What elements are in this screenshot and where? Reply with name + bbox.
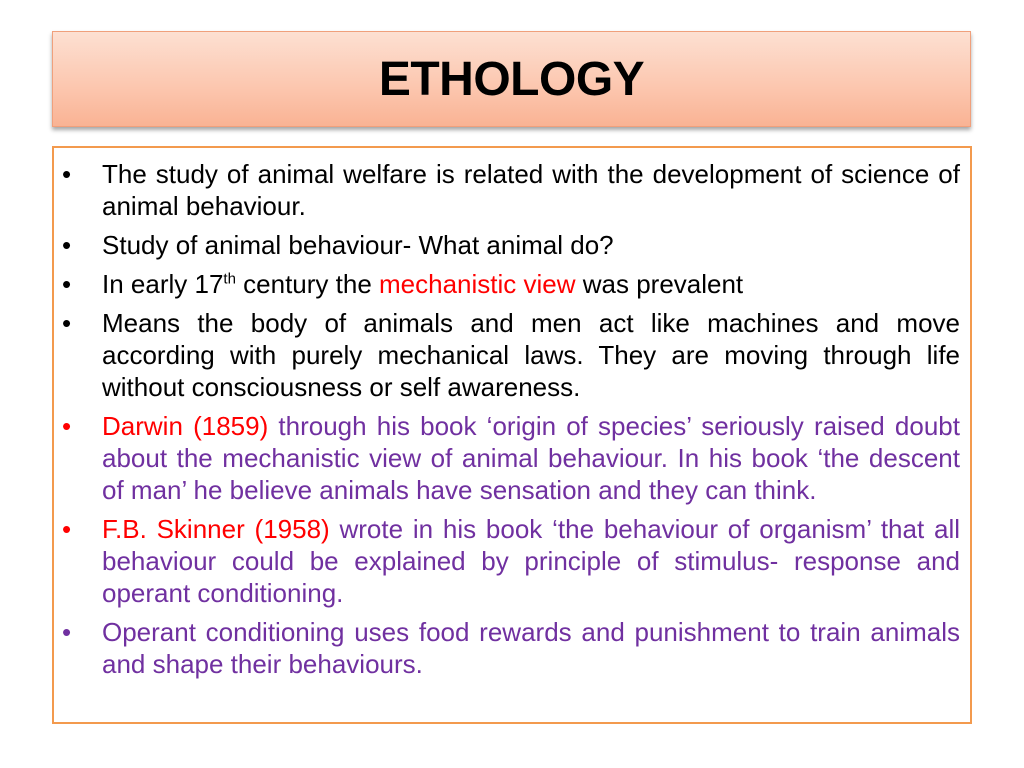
bullet-dot: •	[62, 269, 72, 299]
bullet-item	[54, 158, 960, 222]
highlight-mechanistic-view: mechanistic view	[379, 269, 576, 299]
bullet-dot: •	[62, 514, 72, 544]
bullet-dot: •	[62, 230, 72, 260]
bullet-text-pre: In early 17	[102, 269, 224, 299]
slide-title: ETHOLOGY	[378, 52, 645, 106]
bullet-item	[54, 229, 960, 261]
bullet-item	[54, 410, 960, 506]
bullet-text: Study of animal behaviour- What animal do?	[102, 230, 614, 260]
bullet-item	[54, 307, 960, 403]
bullet-item	[54, 513, 960, 609]
bullet-text: The study of animal welfare is related with the development of science of animal behaviour.	[102, 159, 960, 221]
bullet-lead-darwin: Darwin (1859)	[102, 411, 269, 441]
bullet-dot: •	[62, 617, 72, 647]
bullet-list	[54, 158, 960, 680]
bullet-dot: •	[62, 308, 72, 338]
slide-content-box	[52, 146, 972, 724]
slide-title-box	[52, 31, 971, 127]
bullet-text: wrote in his book ‘the behaviour of organism’ that all behaviour could be explained by principle of stimulus- response and operant conditioning.	[102, 514, 960, 608]
bullet-text: through his book ‘origin of species’ seriously raised doubt about the mechanistic view of animal behaviour. In his book ‘the descent of man’ he believe animals have sensation and they can think.	[102, 411, 960, 505]
bullet-text-post: was prevalent	[575, 269, 744, 299]
bullet-dot: •	[62, 159, 72, 189]
bullet-text-mid: century the	[235, 269, 379, 299]
bullet-text: Operant conditioning uses food rewards and punishment to train animals and shape their behaviours.	[102, 617, 960, 679]
bullet-lead-skinner: F.B. Skinner (1958)	[102, 514, 330, 544]
bullet-dot: •	[62, 411, 72, 441]
bullet-text: Means the body of animals and men act like machines and move according with purely mechanical laws. They are moving through life without consciousness or self awareness.	[102, 308, 960, 402]
bullet-item	[54, 268, 960, 300]
superscript-th: th	[223, 270, 236, 288]
bullet-item	[54, 616, 960, 680]
